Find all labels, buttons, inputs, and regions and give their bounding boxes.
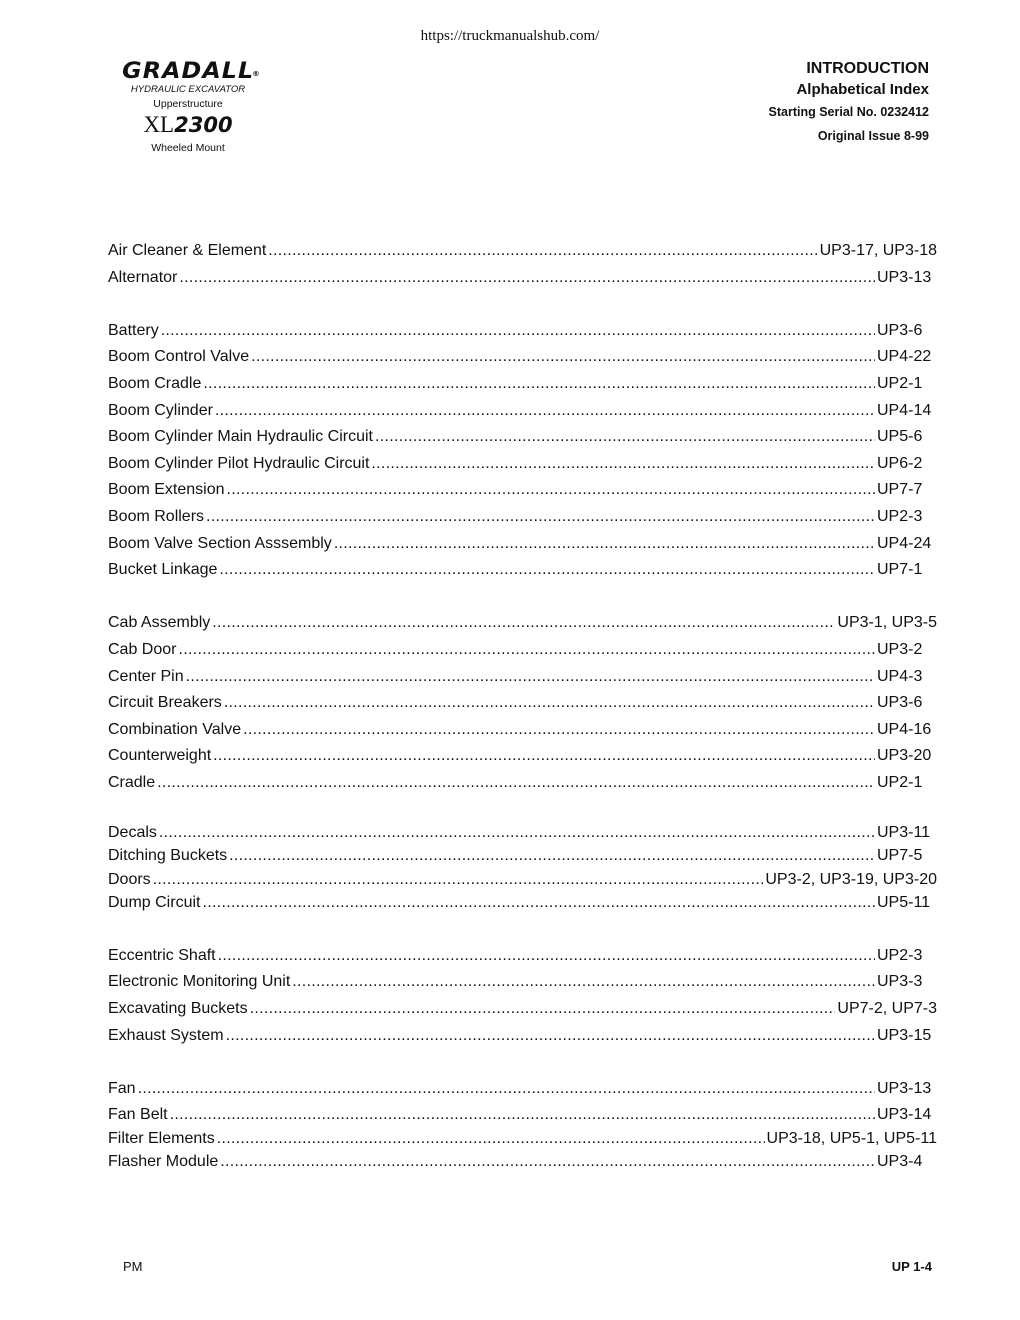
index-entry xyxy=(108,770,937,797)
index-entry xyxy=(108,943,937,970)
index-page-ref: UP3-3 xyxy=(877,973,923,991)
index-page-ref: UP2-1 xyxy=(877,374,923,392)
index-page-ref: UP4-3 xyxy=(877,667,923,685)
dot-leader xyxy=(229,843,875,870)
index-page-ref: UP4-14 xyxy=(877,401,932,419)
index-entry xyxy=(108,843,937,870)
index-term: Boom Cylinder xyxy=(108,401,213,419)
index-entry xyxy=(108,690,937,717)
model-prefix: XL xyxy=(143,112,175,137)
footer-code: PM xyxy=(123,1259,143,1274)
page-header xyxy=(769,58,930,148)
index-entry xyxy=(108,743,937,770)
index-page-ref: UP3-15 xyxy=(877,1026,932,1044)
index-term: Boom Control Valve xyxy=(108,348,250,366)
index-term: Electronic Monitoring Unit xyxy=(108,973,291,991)
index-term: Dump Circuit xyxy=(108,893,201,911)
index-term: Battery xyxy=(108,321,159,339)
index-term: Ditching Buckets xyxy=(108,847,228,865)
index-entry xyxy=(108,1076,937,1103)
index-term: Bucket Linkage xyxy=(108,561,218,579)
index-entry xyxy=(108,664,937,691)
index-entry xyxy=(108,637,937,664)
index-page-ref: UP3-2, UP3-19, UP3-20 xyxy=(765,870,937,888)
dot-leader xyxy=(138,1076,875,1103)
index-entry xyxy=(108,610,937,637)
index-term: Counterweight xyxy=(108,747,212,765)
dot-leader xyxy=(159,823,875,843)
index-term: Air Cleaner & Element xyxy=(108,242,267,259)
index-entry xyxy=(108,1129,937,1149)
index-page-ref: UP7-7 xyxy=(877,481,923,499)
dot-leader xyxy=(202,890,875,917)
dot-leader xyxy=(292,969,875,996)
gradall-logo xyxy=(118,59,261,155)
index-term: Cradle xyxy=(108,773,156,791)
index-page-ref: UP4-22 xyxy=(877,348,932,366)
dot-leader xyxy=(203,371,875,398)
index-term: Decals xyxy=(108,824,157,842)
index-term: Boom Cylinder Main Hydraulic Circuit xyxy=(108,428,373,446)
index-page-ref: UP3-1, UP3-5 xyxy=(837,614,937,632)
index-term: Fan xyxy=(108,1079,136,1097)
section-label: Upperstructure xyxy=(153,98,223,110)
index-page-ref: UP3-20 xyxy=(877,747,932,765)
index-term: Eccentric Shaft xyxy=(108,946,216,964)
index-entry xyxy=(108,890,937,917)
index-page-ref: UP3-6 xyxy=(877,694,923,712)
dot-leader xyxy=(226,1023,875,1050)
index-entry xyxy=(108,238,937,265)
dot-leader xyxy=(206,504,875,531)
index-page-ref: UP5-6 xyxy=(877,428,923,446)
index-page-ref: UP7-2, UP7-3 xyxy=(837,1000,937,1018)
index-entry xyxy=(108,504,937,531)
index-term: Flasher Module xyxy=(108,1153,219,1170)
dot-leader xyxy=(219,557,875,584)
index-entry xyxy=(108,557,937,584)
dot-leader xyxy=(215,398,875,425)
dot-leader xyxy=(157,770,875,797)
index-entry xyxy=(108,1023,937,1050)
index-page-ref: UP3-2 xyxy=(877,640,923,658)
page-title: INTRODUCTION xyxy=(806,60,929,77)
index-page-ref: UP7-1 xyxy=(877,561,923,579)
index-entry xyxy=(108,344,937,371)
index-entry xyxy=(108,531,937,558)
index-term: Cab Door xyxy=(108,640,177,658)
dot-leader xyxy=(212,610,835,637)
dot-leader xyxy=(170,1102,875,1129)
index-page-ref: UP3-14 xyxy=(877,1106,932,1124)
dot-leader xyxy=(178,637,875,664)
dot-leader xyxy=(243,717,875,744)
index-entry xyxy=(108,1102,937,1129)
index-entry xyxy=(108,451,937,478)
index-entry xyxy=(108,717,937,744)
index-page-ref: UP3-4 xyxy=(877,1153,923,1170)
dot-leader xyxy=(161,318,875,345)
dot-leader xyxy=(224,690,875,717)
index-entry xyxy=(108,823,937,843)
index-entry xyxy=(108,398,937,425)
serial-number: Starting Serial No. 0232412 xyxy=(768,105,929,119)
page-number: UP 1-4 xyxy=(891,1259,932,1274)
dot-leader xyxy=(334,531,875,558)
index-entry xyxy=(108,969,937,996)
index-page-ref: UP4-24 xyxy=(877,534,932,552)
dot-leader xyxy=(217,1129,765,1149)
index-term: Doors xyxy=(108,870,151,888)
index-entry xyxy=(108,870,937,890)
brand-subtitle: HYDRAULIC EXCAVATOR xyxy=(130,84,246,95)
index-term: Circuit Breakers xyxy=(108,694,222,712)
source-url[interactable]: https://truckmanualshub.com/ xyxy=(420,28,600,44)
index-term: Exhaust System xyxy=(108,1026,224,1044)
dot-leader xyxy=(227,477,875,504)
issue-label: Original Issue 8-99 xyxy=(817,129,929,143)
index-page-ref: UP3-11 xyxy=(877,824,931,842)
index-entry xyxy=(108,371,937,398)
index-term: Alternator xyxy=(108,268,178,286)
index-page-ref: UP4-16 xyxy=(877,720,932,738)
index-term: Boom Extension xyxy=(108,481,225,499)
index-page-ref: UP5-11 xyxy=(877,893,931,911)
index-entry xyxy=(108,996,937,1023)
index-term: Boom Cradle xyxy=(108,374,202,392)
index-page-ref: UP2-3 xyxy=(877,507,923,525)
index-entry xyxy=(108,1149,937,1176)
dot-leader xyxy=(153,870,764,890)
dot-leader xyxy=(213,743,875,770)
dot-leader xyxy=(218,943,875,970)
index-term: Center Pin xyxy=(108,667,184,685)
model-number: 2300 xyxy=(174,113,233,137)
dot-leader xyxy=(375,424,875,451)
index-entry xyxy=(108,318,937,345)
dot-leader xyxy=(250,996,836,1023)
index-page-ref: UP3-6 xyxy=(877,321,923,339)
brand-name: GRADALL ® xyxy=(121,59,261,84)
index-page-ref: UP6-2 xyxy=(877,454,923,472)
index-term: Boom Valve Section Asssembly xyxy=(108,534,332,552)
index-term: Fan Belt xyxy=(108,1106,168,1124)
index-term: Cab Assembly xyxy=(108,614,211,632)
index-entry xyxy=(108,424,937,451)
dot-leader xyxy=(179,265,875,292)
alphabetical-index xyxy=(108,238,937,1176)
index-page-ref: UP3-18, UP5-1, UP5-11 xyxy=(766,1130,937,1147)
dot-leader xyxy=(371,451,875,478)
index-term: Excavating Buckets xyxy=(108,1000,248,1018)
index-entry xyxy=(108,265,937,292)
index-page-ref: UP3-17, UP3-18 xyxy=(819,242,937,259)
index-page-ref: UP2-3 xyxy=(877,946,923,964)
model-name xyxy=(118,112,258,141)
index-page-ref: UP3-13 xyxy=(877,1079,932,1097)
index-term: Combination Valve xyxy=(108,720,242,738)
index-term: Filter Elements xyxy=(108,1130,215,1147)
dot-leader xyxy=(251,344,875,371)
dot-leader xyxy=(268,238,817,265)
index-term: Boom Rollers xyxy=(108,507,205,525)
dot-leader xyxy=(220,1149,875,1176)
trademark-mark: ® xyxy=(251,70,261,78)
index-page-ref: UP7-5 xyxy=(877,847,923,865)
mount-type: Wheeled Mount xyxy=(151,142,225,154)
page-subtitle: Alphabetical Index xyxy=(796,81,929,98)
dot-leader xyxy=(186,664,875,691)
index-entry xyxy=(108,477,937,504)
index-term: Boom Cylinder Pilot Hydraulic Circuit xyxy=(108,454,370,472)
index-page-ref: UP2-1 xyxy=(877,773,923,791)
index-page-ref: UP3-13 xyxy=(877,268,932,286)
